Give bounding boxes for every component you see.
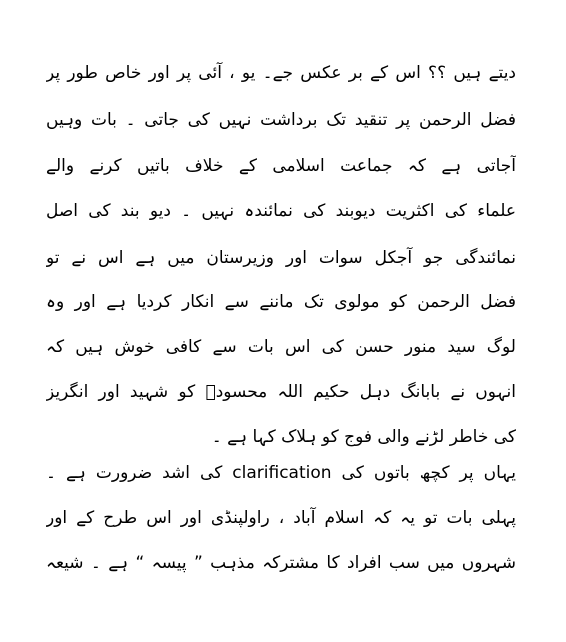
text-line-6: فضل الرحمن کو مولوی تک ماننے سے انکار کردیا ہے اور وہ (46, 292, 516, 312)
text-line-11: پہلی بات تو یہ کہ اسلام آباد ، راولپنڈی اور اس طرح کے اور (46, 508, 516, 528)
text-line-2: فضل الرحمن پر تنقید تک برداشت نہیں کی جاتی ۔ بات وہیں (46, 110, 516, 130)
text-line-4: علماء کی اکثریت دیوبند کی نمائندہ نہیں ۔ دیو بند کی اصل (46, 201, 516, 221)
text-line-9: کی خاطر لڑنے والی فوج کو ہلاک کہا ہے ۔ (211, 427, 516, 447)
text-line-10: یہاں پر کچھ باتوں کی clarification کی اشد ضرورت ہے ۔ (46, 463, 516, 483)
text-line-5: نمائندگی جو آجکل سوات اور وزیرستان میں ہے اس نے تو (46, 248, 516, 268)
text-line-8: انہوں نے بابانگ دہل حکیم اللہ محسودؒ کو شہید اور انگریز (46, 382, 516, 402)
text-line-12: شہروں میں سب افراد کا مشترکہ مذہب ” پیسہ “ ہے ۔ شیعہ (46, 553, 516, 573)
text-line-3: آجاتی ہے کہ جماعت اسلامی کے خلاف باتیں کرنے والے (46, 156, 516, 176)
text-line-1: دیتے ہیں ؟؟ اس کے بر عکس جے۔ یو ، آئی پر اور خاص طور پر (46, 63, 516, 83)
text-line-7: لوگ سید منور حسن کی اس بات سے کافی خوش ہیں کہ (46, 337, 516, 357)
